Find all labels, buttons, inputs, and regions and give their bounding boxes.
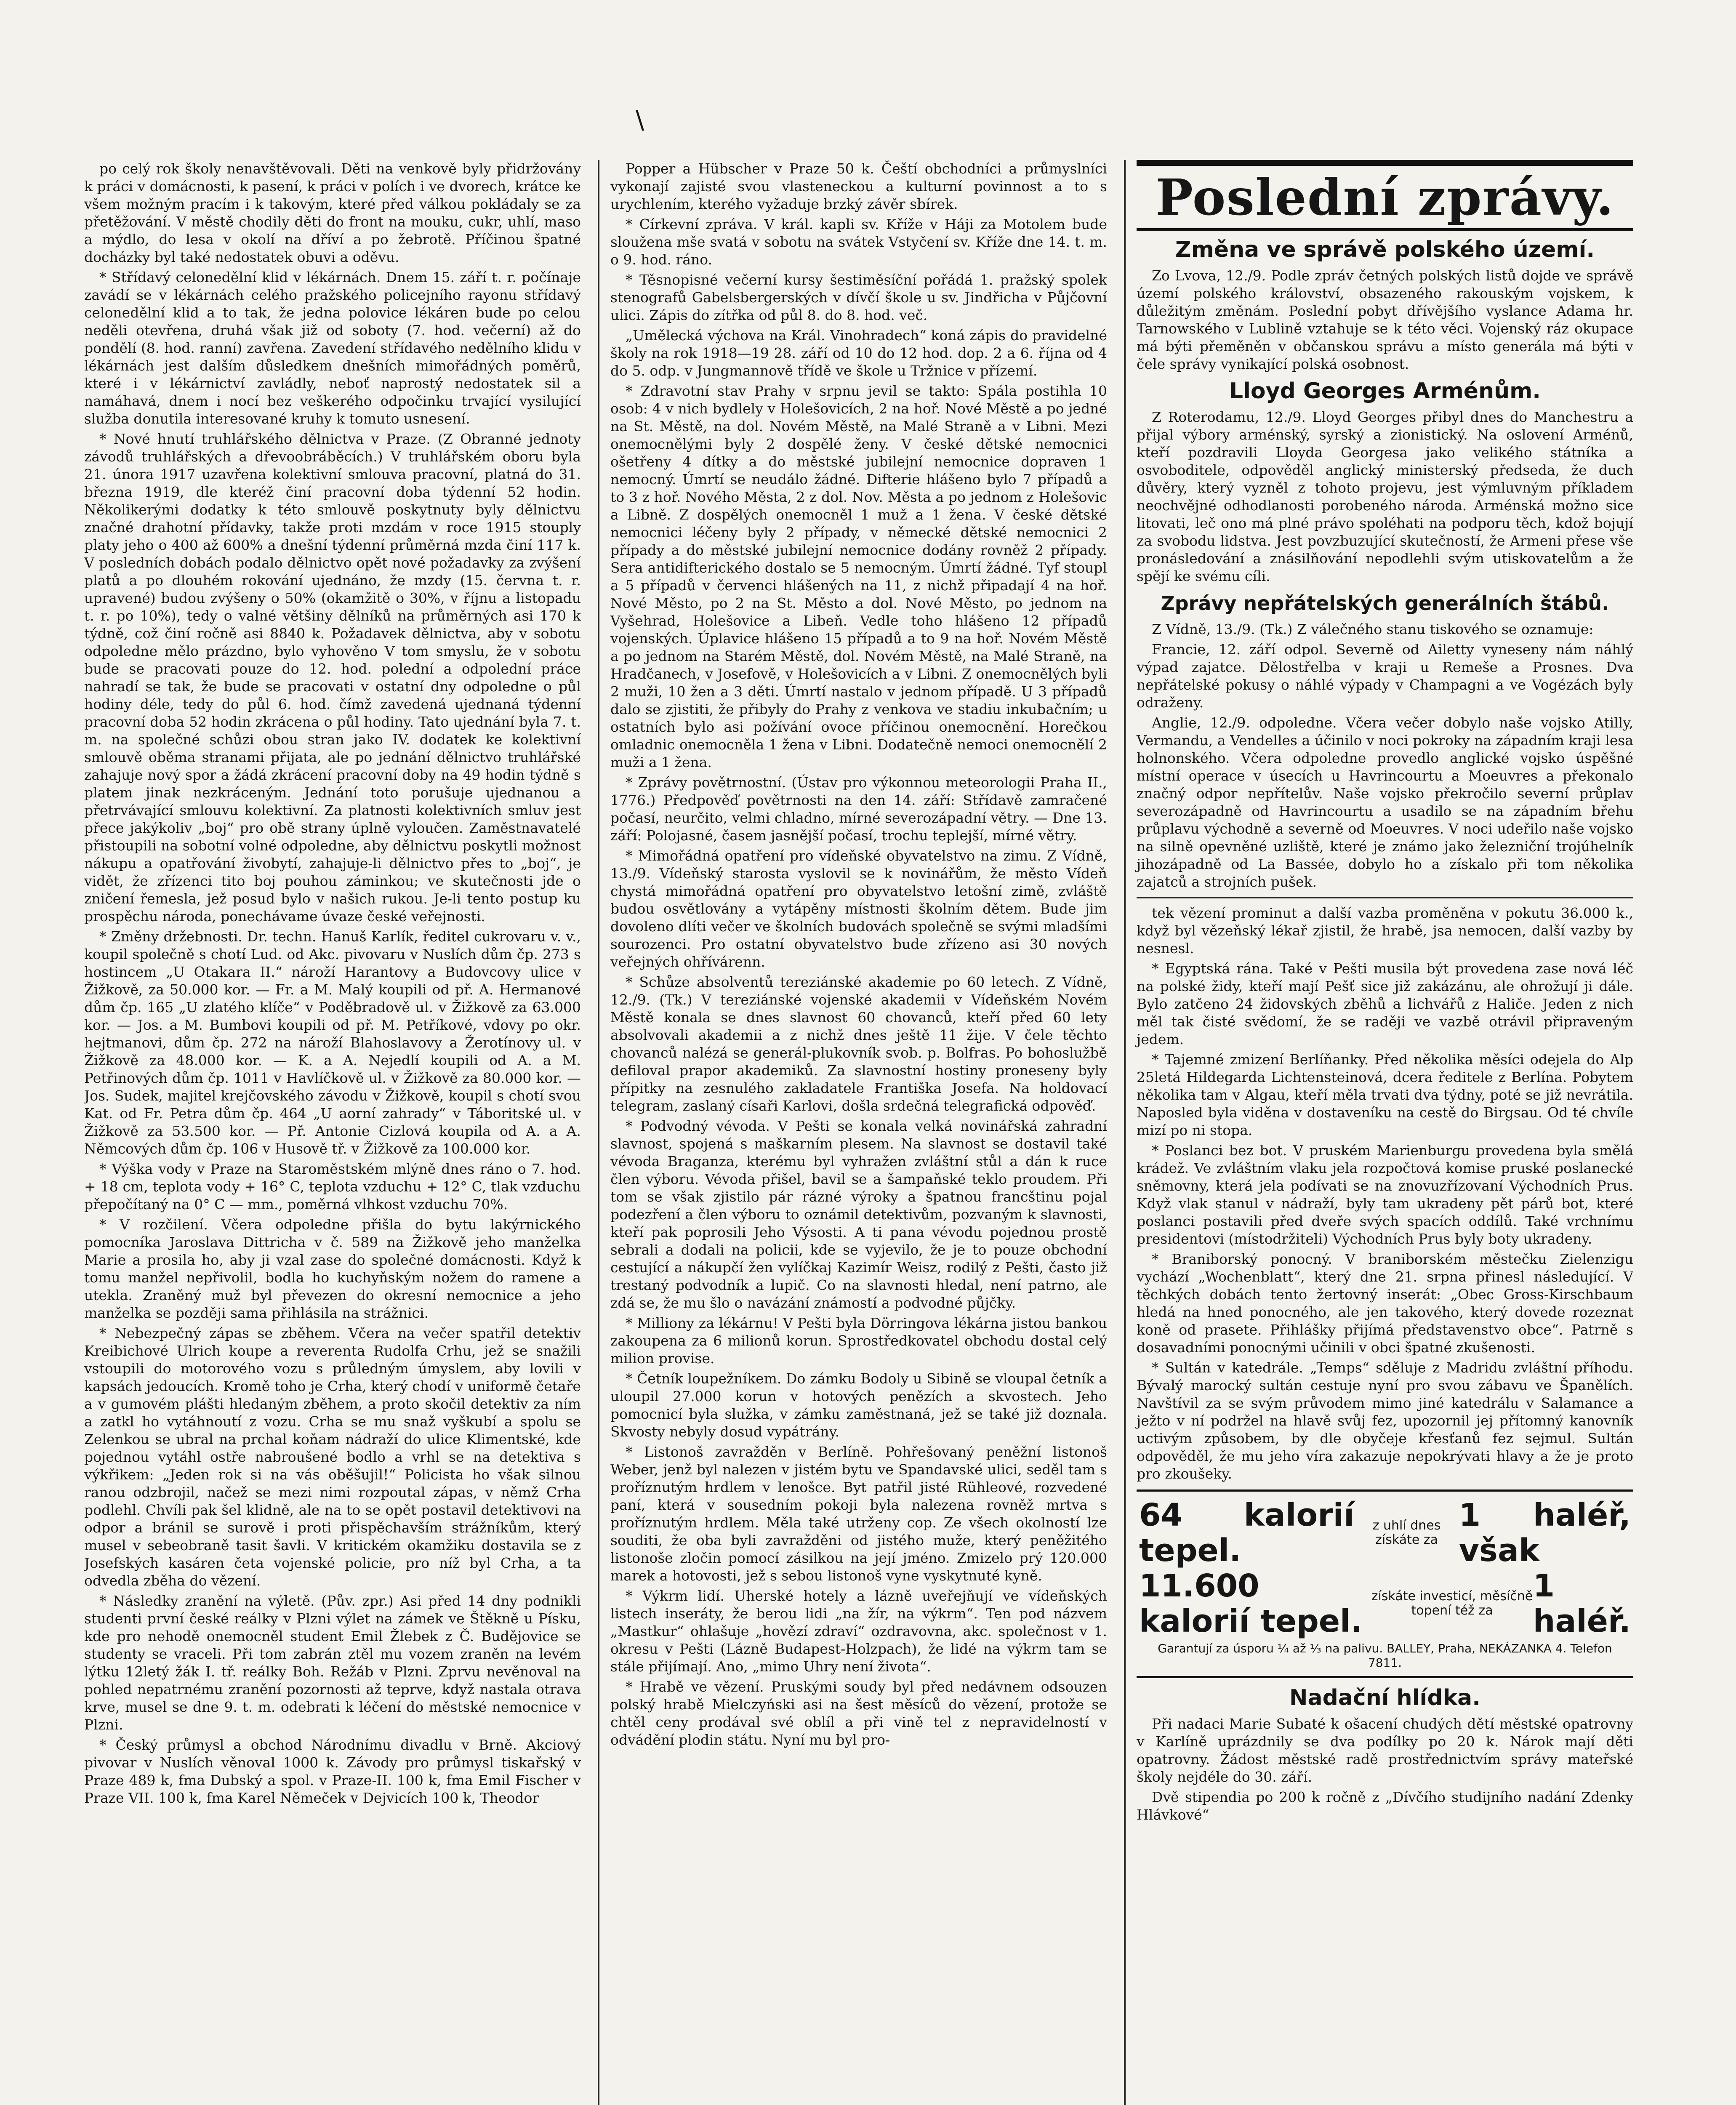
article-paragraph: Zo Lvova, 12./9. Podle zpráv četných polských listů dojde ve správě území polského království, obsazeného rakouským vojskem, k důležitým změnám. Poslední pobyt dřívějšího vyslance Adama hr. Tarnowského v Lublině vztahuje se k této věci. Vojenský ráz okupace má býti přeměněn v občanskou správu a místo generála má býti v čele správy vynikající polská osobnost. xyxy=(1137,267,1633,372)
column-middle xyxy=(598,160,1107,2105)
column-left xyxy=(84,160,581,2105)
newspaper-page xyxy=(84,160,1633,2105)
ad-text-calories-invest: 11.600 kalorií tepel. xyxy=(1139,1568,1363,1639)
article-paragraph: * Poslanci bez bot. V pruském Marienburgu provedena byla smělá krádež. Ve zvláštním vlaku jela rozpočtová komise pruské poslanecké sněmovny, která jela podívati se na znovuzřízovaní Východních Prus. Když vlak stanul v nádraží, byly tam ukradeny pět párů bot, které poslanci postavili před dveře svých spacích oddílů. Také vrchnímu presidentovi (místodržiteli) Východních Prus byly boty ukradeny. xyxy=(1137,1142,1633,1247)
article-paragraph: Z Roterodamu, 12./9. Lloyd Georges přibyl dnes do Manchestru a přijal výbory arménský, syrský a zionistický. Na oslovení Arménů, kteří pozdravili Lloyda Georgesa jako velikého státníka a osvoboditele, odpověděl anglický ministerský předseda, že duch důvěry, který vyzněl z tohoto projevu, jest výmluvným příkladem neochvějné odhodlanosti porobeného národa. Arménská možno sice litovati, leč ono má plné právo spoléhati na podporu těch, kdož bojují za svobodu lidstva. Jest povzbuzující skutečností, že Armeni přese vše pronásledování a znásilňování nepodlehli svým utiskovatelům a že spějí ke svému cíli. xyxy=(1137,409,1633,584)
article-paragraph: * Těsnopisné večerní kursy šestiměsíční pořádá 1. pražský spolek stenografů Gabelsbergerských v dívčí škole u sv. Jindřicha v Půjčovní ulici. Zápis do zítřka od půl 8. do 8. hod. več. xyxy=(610,272,1107,323)
section-divider xyxy=(1137,897,1633,898)
article-paragraph: * Nebezpečný zápas se zběhem. Včera na večer spatřil detektiv Kreibichové Ulrich koupe a reverenta Rudolfa Crhu, jež se snažili vstoupili do motorového vozu s průledným úmyslem, aby lovili v kapsách jedoucích. Kromě toho je Crha, který chodí v uniformě četaře a v gumovém plášti hledaným zběhem, a proto skočil detektiv za ním a zatkl ho vytáhnoutí z vozu. Crha se mu snaž vyškubí a spolu se Zelenkou se ubral na prchal koňam nádraží do ulice Klimentské, kde pojednou vytáhl ostře nabroušené bodlo a vrhl se na detektiva s výkřikem: „Jeden rok si na vás oběšujil!“ Policista ho však silnou ranou odzbrojil, načež se mezi nimi rozpoutal zápas, v němž Crha podlehl. Chvíli pak šel klidně, ale na to se opět postavil detektivovi na odpor a bránil se surově i proti přispěchavším strážníkům, který musel v sebeobraně tasit šavli. V kritickém okamžiku dostavila se z Josefských kasáren četa vojenské policie, pro níž byl Crha, a ta odvedla zběha do vězení. xyxy=(84,1325,581,1589)
article-paragraph: * Listonoš zavražděn v Berlíně. Pohřešovaný peněžní listonoš Weber, jenž byl nalezen v jistém bytu ve Spandavské ulici, seděl tam s proříznutým hrdlem v lenošce. Byt patřil jisté Rühleové, rozvedené paní, která v sousedním pokoji byla nalezena rovněž mrtva s proříznutým hrdlem. Měla také utrženy cop. Ze všech okolností lze souditi, že oba byli zavražděni od jistého muže, který peněžitého listonoše zločin pomocí zásilkou na její jméno. Zmizelo prý 120.000 marek a hotovosti, jež s sebou listonoš vyne vyskytnuté kyně. xyxy=(610,1444,1107,1584)
article-paragraph: Francie, 12. září odpol. Severně od Ailetty vyneseny nám náhlý výpad zajatce. Dělostřelba v kraji u Remeše a Prosnes. Dva nepřátelské pokusy o náhlé výpady v Champagni a ve Vogézách byly odraženy. xyxy=(1137,641,1633,711)
masthead-title: Poslední zprávy. xyxy=(1137,170,1633,231)
polish-news xyxy=(1137,267,1633,373)
article-paragraph: * Podvodný vévoda. V Pešti se konala velká novinářská zahradní slavnost, spojená s maškarním plesem. Na slavnost se dostavil také vévoda Braganza, kterému byl vyhražen zvláštní stůl a dán k ruce člen výboru. Vévoda přišel, bavil se a šampaňské teklo proudem. Při tom se však zjistilo pár rázné výroky a špatnou francštinu pojal podezření a člen výboru to oznámil detektivům, pozvaným k slavnosti, kteří pak poprosili Jeho Výsosti. A ti pana vévodu pojednou prostě sebrali a dodali na policii, kde se vyjevilo, že je to pouze obchodní cestující a nákupčí žen vylíčkaj Kazimír Weisz, rodilý z Pešti, často již trestaný podvodník a lupič. Co na slavnosti hledal, není patrno, ale zdá se, že mu šlo o navázání známostí a podvodné půjčky. xyxy=(610,1118,1107,1311)
article-paragraph: * Církevní zpráva. V král. kapli sv. Kříže v Háji za Motolem bude sloužena mše svatá v sobotu na svátek Vstyčení sv. Kříže dne 14. t. m. o 9. hod. ráno. xyxy=(610,216,1107,268)
article-paragraph: * Hrabě ve vězení. Pruskými soudy byl před nedávnem odsouzen polský hrabě Mielczyński asi na šest měsíců do vězení, protože se chtěl ceny prodával své oblíl a při vině tel z nepravidelností v odvádění plodin státu. Nyní mu byl pro- xyxy=(610,1679,1107,1748)
article-paragraph: * Střídavý celonedělní klid v lékárnách. Dnem 15. září t. r. počínaje zavádí se v lékárnách celého pražského policejního rayonu střídavý celonedělní klid a to tak, že jedna polovice lékáren bude po celou neděli otevřena, druhá však již od soboty (7. hod. večerní) až do pondělí (8. hod. ranní) zavřena. Zavedení střídavého nedělního klidu v lékárnách jest dalším důsledkem dnešních mimořádných poměrů, které i v lékárnictví zavládly, neboť naprostý nedostatek sil a namáhavá, dnem i nocí bez veškerého odpočinku trvající vysilující služba donutila interesované kruhy k tomuto usnesení. xyxy=(84,269,581,427)
masthead-rule xyxy=(1137,160,1633,166)
article-paragraph: * Egyptská rána. Také v Pešti musila být provedena zase nová léč na polské židy, kteří mají Pešť sice již zakázánu, ale ohrožují ji dále. Bylo zatčeno 24 židovských zběhů a lichvářů z Haliče. Jeden z nich měl tak čisté svědomí, že se raději ve vazbě otrávil připraveným jedem. xyxy=(1137,960,1633,1047)
article-paragraph: po celý rok školy nenavštěvovali. Děti na venkově byly přidržovány k práci v domácnosti, k pasení, k práci v polích i ve dvorech, krátce ke všem možným pracím i k takovým, které před válkou pokládaly se za přetěžování. V městě chodily děti do front na mouku, cukr, uhlí, maso a mýdlo, do lesa v okolí na dříví a po žebrotě. Příčinou špatné docházky byl také nedostatek obuvi a oděvu. xyxy=(84,160,581,265)
article-paragraph: * Nové hnutí truhlářského dělnictva v Praze. (Z Obranné jednoty závodů truhlářských a dřevoobráběcích.) V truhlářském oboru byla 21. února 1917 uzavřena kolektivní smlouva pracovní, platná do 31. března 1919, dle kteréž činí pracovní doba týdenní 52 hodin. Několikerými dodatky k této smlouvě poskytnuty byly dělnictvu značné drahotní přídavky, takže proti mzdám v roce 1915 stouply platy jeho o 400 až 600% a dnešní týdenní průměrná mzda činí 117 k. V posledních dobách podalo dělnictvo opět nové požadavky za zvýšení platů a po dlouhém rokování ujednáno, že mzdy (15. června t. r. upravené) budou zvýšeny o 50% (okamžitě o 30%, v říjnu a listopadu t. r. po 10%), tedy o valné většiny dělníků na průměrných asi 170 k týdně, což činí ročně asi 8840 k. Požadavek dělnictva, aby v sobotu odpoledne mělo prázdno, bylo vyhověno V tom smyslu, že v sobotu bude se pracovati pouze do 12. hod. polední a odpolední práce nahradí se tak, že bude se pracovati v ostatní dny odpoledne o půl hodiny déle, tedy do půl 6. hod. čímž zavedená ujednaná týdenní pracovní doba 52 hodin zkrácena o půl hodiny. Tato ujednání byla 7. t. m. na společné schůzi obou stran jako IV. dodatek ke kolektivní smlouvě oběma stranami přijata, ale po jednání dělnictvo truhlářské zahajuje nový spor a žádá zkrácení pracovní doby na 49 hodin týdně s platem jinak nezkráceným. Jednání toto porušuje ujednanou a přetrvávající smlouvu kolektivní. Za platnosti kolektivních smluv jest přece jakýkoliv „boj“ pro obě strany úplně vyloučen. Zaměstnavatelé přistoupili na sobotní volné odpoledne, aby dělnictvu poskytli možnost nákupu a opatřování živobytí, zahajuje-li dělnictvo přes to „boj“, je vidět, že zřízenci tito boj pouhou záminkou; ve skutečnosti jde o zničení řemesla, jež posud bylo v našich rukou. Je-li tento postup ku prospěchu národa, ponechávame úvaze české veřejnosti. xyxy=(84,431,581,925)
article-paragraph: * Mimořádná opatření pro vídeňské obyvatelstvo na zimu. Z Vídně, 13./9. Vídeňský starosta vyslovil se k novinářům, že město Vídeň chystá mimořádná opatření pro obyvatelstvo letošní zimě, zvláště budou osvětlovány a vytápěny místnosti školním dětem. Bude jim dovoleno dlíti večer ve školních budovách společně se svými mladšími sourozenci. Pro ostatní obyvatelstvo bude zřízeno asi 30 nových veřejných ohřívárenn. xyxy=(610,847,1107,970)
article-paragraph: * Braniborský ponocný. V braniborském městečku Zielenzigu vychází „Wochenblatt“, který dne 21. srpna přinesl následující. V těchkých dobách tento žertovný inserát: „Obec Gross-Kirschbaum hledá na hned ponocného, ale jen takového, který dovede rozeznat koně od prasete. Přihlášky přijímá představenstvo obce“. Patrně s dosavadními ponocnými učinili v obci špatné zkušenosti. xyxy=(1137,1251,1633,1356)
article-paragraph: * Milliony za lékárnu! V Pešti byla Dörringova lékárna jistou bankou zakoupena za 6 milionů korun. Sprostředkovatel obchodu dostal celý milion provise. xyxy=(610,1315,1107,1367)
heading-foundation-watch: Nadační hlídka. xyxy=(1289,1685,1480,1711)
article-paragraph: * Změny držebnosti. Dr. techn. Hanuš Karlík, ředitel cukrovaru v. v., koupil společně s chotí Lud. od Akc. pivovaru v Nuslích dům čp. 273 s hostincem „U Otakara II.“ nároží Harantovy a Budovcovy ulice v Žižkově, za 50.000 kor. — Fr. a M. Malý koupili od př. A. Hermanové dům čp. 165 „U zlatého klíče“ v Poděbradově ul. v Žižkově za 63.000 kor. — Jos. a M. Bumbovi koupili od př. M. Petříkové, vdovy po okr. hejtmanovi, dům čp. 272 na nároží Blahoslavovy a Žerotínovy ul. v Žižkově za 48.000 kor. — K. a A. Nejedlí koupili od A. a M. Petřinových dům čp. 1011 v Havlíčkově ul. v Žižkově za 80.000 kor. — Jos. Sudek, majitel krejčovského závodu v Žižkově, koupil s chotí svou Kat. od Fr. Petra dům čp. 464 „U aorní zahrady“ v Táboritské ul. v Žižkově za 53.500 kor. — Př. Antonie Cizlová koupila od A. a A. Němcových dům čp. 106 v Husově tř. v Žižkově za 100.000 kor. xyxy=(84,928,581,1157)
article-paragraph: Popper a Hübscher v Praze 50 k. Čeští obchodníci a průmyslníci vykonají zajisté svou vlasteneckou a kulturní povinnost a to s urychlením, kterého vyžaduje brzký závěr sbírek. xyxy=(610,160,1107,212)
heading-lloyd-georges: Lloyd Georges Arménům. xyxy=(1229,378,1541,404)
ad-text-coal-note: z uhlí dnes získáte za xyxy=(1372,1518,1441,1547)
article-paragraph: * Český průmysl a obchod Národnímu divadlu v Brně. Akciový pivovar v Nuslích věnoval 1000 k. Závody pro průmysl tiskařský v Praze 489 k, fma Dubský a spol. v Praze-II. 100 k, fma Emil Fischer v Praze VII. 100 k, fma Karel Němeček v Dejvicích 100 k, Theodor xyxy=(84,1737,581,1806)
heading-enemy-staff-reports: Zprávy nepřátelských generálních štábů. xyxy=(1161,592,1609,615)
foundation-news xyxy=(1137,1715,1633,1824)
article-paragraph: * Četník loupežníkem. Do zámku Bodoly u Sibině se vloupal četník a uloupil 27.000 korun v hotových penězích a skvostech. Jeho pomocnicí byla služka, v zámku zaměstnaná, jež se také již doznala. Skvosty nebyly dosud vypátrány. xyxy=(610,1370,1107,1440)
ad-text-price-one: 1 haléř, však xyxy=(1459,1497,1631,1569)
article-paragraph: Anglie, 12./9. odpoledne. Včera večer dobylo naše vojsko Atilly, Vermandu, a Vendelles a účinilo v noci pokroky na západním kraji lesa holnonského. Včera odpoledne provedlo anglické vojsko úspěšné místní operace v úsecích u Havrincourtu a Moeuvres a překonalo značný odpor nepřítelův. Naše vojsko překročilo severní průplav severozápadně od Havrincourtu a usadilo se na západním břehu průplavu východně a severně od Moeuvres. V noci udeřilo naše vojsko na silně opevněné uzliště, které je známo jako železniční trojúhelník jihozápadně od La Bassée, dobylo ho a získalo při tom několika zajatců a strojních pušek. xyxy=(1137,714,1633,890)
ad-text-invest-note: získáte investicí, měsíčně topení též za xyxy=(1371,1589,1533,1618)
article-paragraph: * Výška vody v Praze na Staroměstském mlýně dnes ráno o 7. hod. + 18 cm, teplota vody + 16° C, teplota vzduchu + 12° C, tlak vzduchu přepočítaný na 0° C — mm., poměrná vlhkost vzduchu 70%. xyxy=(84,1161,581,1212)
article-paragraph: * Tajemné zmizení Berlíňanky. Před několika měsíci odejela do Alp 25letá Hildegarda Lichtensteinová, dcera ředitele z Berlína. Pobytem několika tam v Algau, kteří měla trvati dva týdny, poté se již nevrátila. Naposled byla viděna v dostaveníku na cestě do Birgsau. Od té chvíle mizí po ni stopa. xyxy=(1137,1051,1633,1138)
column-right xyxy=(1124,160,1633,2105)
article-paragraph: * Schůze absolventů tereziánské akademie po 60 letech. Z Vídně, 12./9. (Tk.) V tereziánské vojenské akademii v Vídeňském Novém Městě konala se dnes slavnost 60 chovanců, kteří před 60 lety absolvovali akademii a z nichž dnes ještě 11 žije. V čele těchto chovanců nalézá se generál-plukovník svob. p. Bolfras. Po bohoslužbě defiloval prapor akademiků. Za slavnostní hostiny proneseny byly přípitky na zesnulého zakladatele Františka Josefa. Na holdovací telegram, zaslaný císaři Karlovi, došla srdečná telegrafická odpověď. xyxy=(610,974,1107,1114)
misc-news xyxy=(1137,904,1633,1483)
article-paragraph: * Výkrm lidí. Uherské hotely a lázně uveřejňují ve vídeňských listech inseráty, že berou lidi „na žír, na výkrm“. Ten pod názvem „Mastkur“ ohlašuje „hovězí zdraví“ ozdravovna, akc. společnost v 1. okresu v Pešti (Lázně Budapest-Holzpach), že lidé na výkrm tam se stále přijímají. Ano, „mimo Uhry není života“. xyxy=(610,1588,1107,1675)
stray-mark: \ xyxy=(636,105,644,135)
ad-text-calories-coal: 64 kalorií tepel. xyxy=(1139,1497,1355,1569)
advertisement-heat xyxy=(1137,1489,1633,1678)
article-paragraph: tek vězení prominut a další vazba proměněna v pokutu 36.000 k., když byl vězeňský lékař zjistil, že hrabě, jsa nemocen, další vazby by nesnesl. xyxy=(1137,905,1633,957)
article-paragraph: * Sultán v katedrále. „Temps“ sděluje z Madridu zvláštní příhodu. Bývalý marocký sultán cestuje nyní pro svou zábavu ve Španělích. Navštívil za se svým průvodem mimo jiné katedrálu v Salamance a ježto v ní podržel na hlavě svůj fez, upozornil jej přítomný kanovník uctivým způsobem, by dle obyčeje křesťanů fez sejmul. Sultán odpověděl, že mu jeho víra zakazuje nepokrývati hlavy a že je proto pro zkoušeky. xyxy=(1137,1359,1633,1482)
article-paragraph: * Zdravotní stav Prahy v srpnu jevil se takto: Spála postihla 10 osob: 4 v nich bydlely v Holešovicích, 2 na hoř. Nové Městě a po jedné na St. Městě, na dol. Novém Městě, na Malé Straně a v Libni. Mezi onemocnělými byly 2 dospělé ženy. V české dětské nemocnici ošetřeny 4 dítky a do městské jubilejní nemocnice dopraven 1 nemocný. Úmrtí se neudálo žádné. Difterie hlášeno bylo 7 případů a to 3 z hoř. Nového Města, 2 z dol. Nov. Města a po jednom z Holešovic a Libně. Z dospělých onemocněl 1 muž a 1 žena. V české dětské nemocnici léčeny byly 2 případy, v německé dětské nemocnici 2 případy a do městské jubilejní nemocnice dodány rovněž 2 případy. Sera antidifterického dostalo se 5 nemocným. Úmrtí žádné. Tyf stoupl a 5 případů v červenci hlášených na 11, z nichž připadají 4 na hoř. Nové Město, po 2 na St. Město a dol. Nové Město, po jednom na Vyšehrad, Holešovice a Libeň. Vedle toho hlášeno 12 případů vojenských. Úplavice hlášeno 15 případů a to 9 na hoř. Novém Městě a po jednom na Starém Městě, dol. Novém Městě, na Malé Straně, na Hradčanech, v Josefově, v Holešovicích a v Libni. Z onemocnělých byli 2 muži, 10 žen a 3 děti. Úmrtí nastalo v jednom případě. U 3 případů dalo se zjistiti, že přibyly do Prahy z venkova ve stadiu inkubačním; u ostatních bylo asi požívání ovoce příčinou onemocnění. Horečkou omladnic onemocněla 1 žena v Libni. Dodatečně nemoci onemocnělí 2 muži a 1 žena. xyxy=(610,383,1107,770)
article-paragraph: Při nadaci Marie Subaté k ošacení chudých dětí městské opatrovny v Karlíně uprázdnily se dva podílky po 20 k. Nárok mají děti opatrovny. Žádost městské radě prostřednictvím správy mateřské školy nejdéle do 30. září. xyxy=(1137,1716,1633,1785)
heading-polish-territory: Změna ve správě polského území. xyxy=(1175,237,1595,262)
article-paragraph: * Následky zranění na výletě. (Pův. zpr.) Asi před 14 dny podnikli studenti první české reálky v Plzni výlet na zámek ve Štěkně u Písku, kde pro nehodě onemocněl student Emil Žlebek z Č. Budějovice se studenty se vraceli. Při tom zabrán ztěl mu vozem zraněn na levém lýtku 12letý žák I. tř. reálky Boh. Režáb v Plzni. Zprvu nevěnoval na pohled nepatrnému zranění pozornosti až teprve, když nastala otrava krve, musel se dne 9. t. m. odebrati k léčení do městské nemocnice v Plzni. xyxy=(84,1593,581,1733)
article-paragraph: Dvě stipendia po 200 k ročně z „Dívčího studijního nadání Zdenky Hlávkové“ xyxy=(1137,1789,1633,1823)
staff-news xyxy=(1137,621,1633,891)
lloyd-news xyxy=(1137,408,1633,585)
article-paragraph: * V rozčilení. Včera odpoledne přišla do bytu lakýrnického pomocníka Jaroslava Dittricha v č. 589 na Žižkově jeho manželka Marie a prosila ho, aby ji vzal zase do společné domácnosti. Když k tomu manžel nepřivolil, bodla ho kuchyňským nožem do ramene a utekla. Zraněný muž byl převezen do okresní nemocnice a jeho manželka se později sama přihlásila na strážnici. xyxy=(84,1216,581,1321)
article-paragraph: „Umělecká výchova na Král. Vinohradech“ koná zápis do pravidelné školy na rok 1918—19 28. září od 10 do 12 hod. dop. 2 a 6. října od 4 do 5. odp. v Jungmannově třídě ve škole u Tržnice v přízemí. xyxy=(610,327,1107,379)
ad-text-price-two: 1 haléř. xyxy=(1533,1568,1631,1639)
article-paragraph: Z Vídně, 13./9. (Tk.) Z válečného stanu tiskového se oznamuje: xyxy=(1152,621,1594,637)
ad-text-contact: Garantují za úsporu ¼ až ⅓ na palivu. BALLEY, Praha, NEKÁZANKA 4. Telefon 7811. xyxy=(1158,1641,1612,1670)
article-paragraph: * Zprávy povětrnostní. (Ústav pro výkonnou meteorologii Praha II., 1776.) Předpověď povětrnosti na den 14. září: Střídavě zamračené počasí, neurčito, velmi chladno, mírné severozápadní větry. — Dne 13. září: Polojasné, časem jasnější počasí, trochu teplejší, mírné větry. xyxy=(610,774,1107,844)
